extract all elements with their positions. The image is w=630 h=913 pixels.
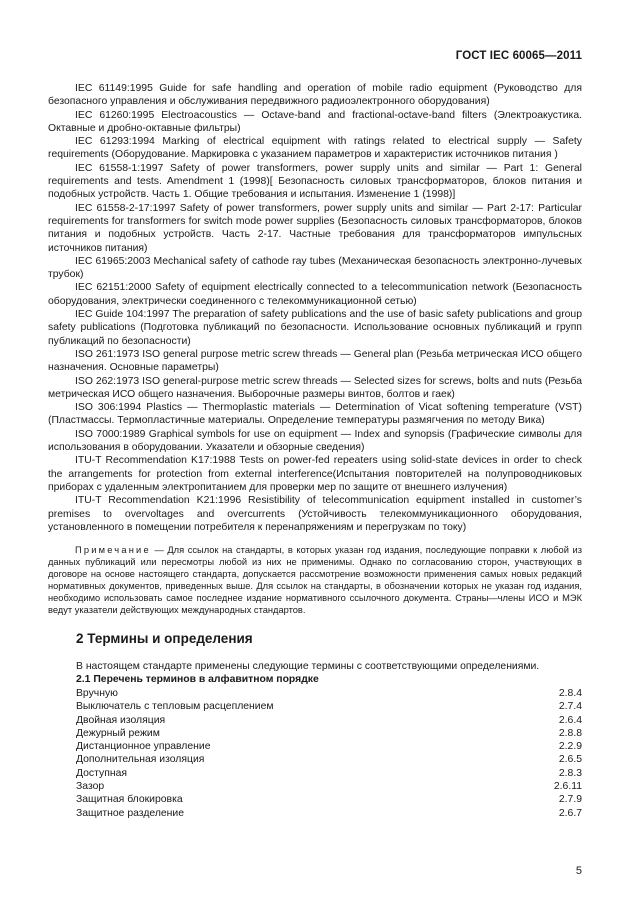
term-ref: 2.6.5: [558, 754, 582, 766]
term-ref: 2.8.3: [558, 767, 582, 779]
term-ref: 2.2.9: [558, 741, 582, 753]
normative-references-list: [48, 82, 582, 534]
note-text: — Для ссылок на стандарты, в которых указан год издания, последующие поправки к любой из данных публикаций или пересмотры любой из них не применимы. Однако по согласованию сторон, участвующих в договоре на основе настоящего стандарта, допускается рассмотрение возможности применения самых новых редакций нормативных документов, приведенных выше. Для ссылок на стандарты, в обозначении которых не указан год издания, необходимо использовать самое последнее издание нормативного ссылочного документа. Страны—члены ИСО и МЭК ведут указатели действующих международных стандартов.: [48, 545, 582, 615]
reference-item: IEC 61558-1:1997 Safety of power transformers, power supply units and similar — Part 1: General requirements and tests. Amendment 1 (1998)[ Безопасность силовых трансформаторов, блоков питания и подобных устройств. Часть 1. Общие требования и испытания. Изменение 1 (1998)]: [48, 162, 582, 201]
reference-item: ITU-T Recommendation K21:1996 Resistibility of telecommunication equipment installed in customer’s premises to overvoltages and overcurrents (Устойчивость телекоммуникационного оборудования, установленного в помещении потребителя к перенапряжениям и перегрузкам по току): [48, 495, 582, 533]
note-label: Примечание: [75, 545, 151, 555]
references-note: [48, 544, 582, 616]
term-ref: 2.8.4: [558, 688, 582, 699]
term-name: Дополнительная изоляция: [76, 754, 205, 766]
reference-item: IEC 61149:1995 Guide for safe handling and operation of mobile radio equipment (Руководство для безопасного управления и обслуживания передвижного радиоэлектронного оборудования): [48, 83, 582, 108]
term-row: [76, 780, 582, 793]
term-name: Доступная: [76, 767, 127, 779]
section-heading: 2 Термины и определения: [76, 631, 253, 646]
term-name: Зазор: [76, 781, 105, 793]
reference-item: ISO 262:1973 ISO general-purpose metric screw threads — Selected sizes for screws, bolts and nuts (Резьба метрическая ИСО общего назначения. Выборочные размеры винтов, болтов и гаек): [48, 375, 582, 400]
term-ref: 2.6.11: [553, 781, 582, 793]
term-row: [76, 753, 582, 766]
term-name: Защитное разделение: [76, 807, 184, 819]
term-row: [76, 687, 582, 700]
term-row: [76, 714, 582, 727]
page-number: 5: [575, 865, 582, 877]
reference-item: ISO 7000:1989 Graphical symbols for use on equipment — Index and synopsis (Графические символы для использования в оборудовании. Указатели и обзорные сведения): [48, 428, 582, 454]
term-ref: 2.7.4: [558, 701, 582, 713]
terms-index-list: [76, 687, 582, 820]
term-ref: 2.8.8: [558, 727, 582, 739]
reference-item: IEC 61965:2003 Mechanical safety of cathode ray tubes (Механическая безопасность электронно-лучевых трубок): [48, 255, 582, 281]
reference-item: IEC Guide 104:1997 The preparation of safety publications and the use of basic safety publications and group safety publications (Подготовка публикаций по безопасности. Использование основных публикаций и групп публикаций по безопасности): [48, 309, 582, 347]
term-row: [76, 767, 582, 780]
page-header-standard-code: ГОСТ IEC 60065—2011: [455, 50, 582, 62]
reference-item: IEC 62151:2000 Safety of equipment electrically connected to a telecommunication network (Безопасность оборудования, электрически соединенного с телекоммуникационной сетью): [48, 282, 582, 307]
term-row: [76, 727, 582, 740]
reference-item: ITU-T Recommendation K17:1988 Tests on power-fed repeaters using solid-state devices in order to check the arrangements for protection from external interference(Испытания повторителей на полупроводниковых приборах с удаленным электропитанием для проверки мер по защите от внешнего излучения): [48, 455, 582, 493]
term-ref: 2.6.4: [558, 714, 582, 726]
reference-item: IEC 61558-2-17:1997 Safety of power transformers, power supply units and similar — Part 2-17: Particular requirements for transformers for switch mode power supplies (Безопасность силовых трансформаторов, блоков питания и подобных устройств. Часть 2-17. Частные требования для трансформаторов импульсных источников питания): [48, 202, 582, 254]
reference-item: IEC 61293:1994 Marking of electrical equipment with ratings related to electrical supply — Safety requirements (Оборудование. Маркировка с указанием параметров и характеристик источников питания ): [48, 136, 582, 161]
term-name: Вручную: [76, 688, 118, 699]
reference-item: ISO 261:1973 ISO general purpose metric screw threads — General plan (Резьба метрическая ИСО общего назначения. Основные параметры): [48, 348, 582, 374]
section-intro: В настоящем стандарте применены следующие термины с соответствующими определениями.: [76, 661, 540, 672]
term-name: Защитная блокировка: [76, 794, 183, 806]
term-row: [76, 793, 582, 806]
term-name: Дистанционное управление: [76, 741, 211, 753]
reference-item: IEC 61260:1995 Electroacoustics — Octave-band and fractional-octave-band filters (Электроакустика. Октавные и дробно-октавные фильтры): [48, 109, 582, 134]
term-ref: 2.6.7: [558, 807, 582, 819]
reference-item: ISO 306:1994 Plastics — Thermoplastic materials — Determination of Vicat softening temperature (VST) (Пластмассы. Термопластичные материалы. Определение температуры размягчения по методу Вика): [48, 402, 582, 427]
term-row: [76, 807, 582, 820]
term-row: [76, 740, 582, 753]
subsection-heading: 2.1 Перечень терминов в алфавитном порядке: [76, 674, 319, 685]
term-ref: 2.7.9: [558, 794, 582, 806]
term-name: Двойная изоляция: [76, 714, 166, 726]
term-name: Выключатель с тепловым расцеплением: [76, 701, 274, 713]
term-row: [76, 700, 582, 713]
term-name: Дежурный режим: [76, 727, 160, 739]
